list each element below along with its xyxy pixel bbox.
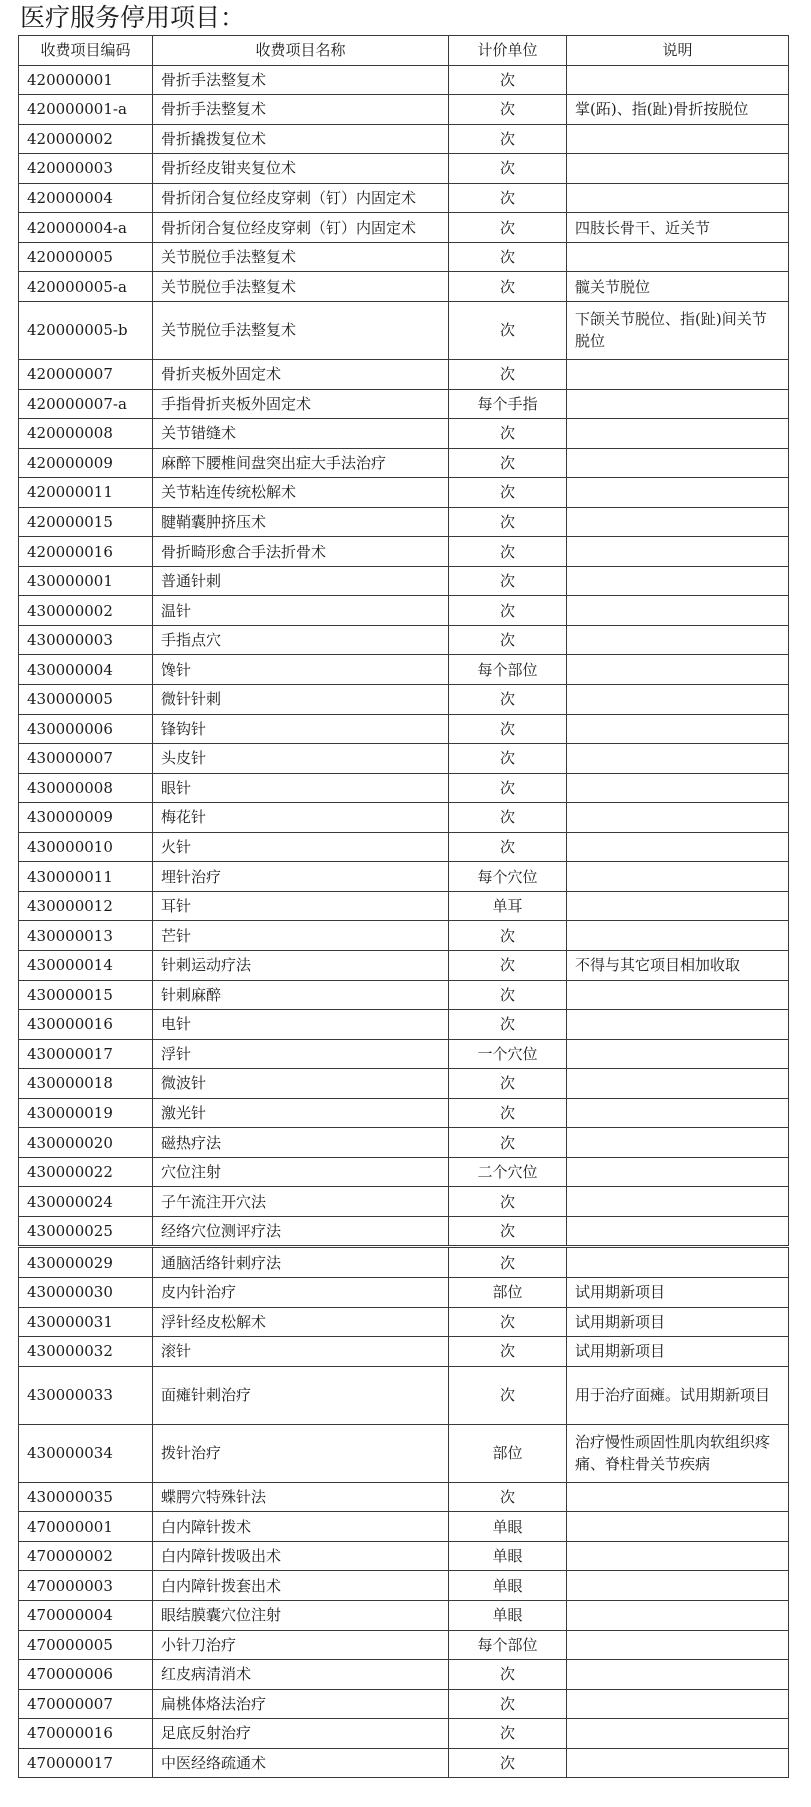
cell-name: 微波针 (153, 1069, 449, 1099)
cell-name: 子午流注开穴法 (153, 1187, 449, 1217)
cell-unit: 次 (449, 537, 567, 567)
cell-name: 锋钩针 (153, 714, 449, 744)
cell-note (567, 1010, 789, 1040)
cell-unit: 单耳 (449, 891, 567, 921)
cell-unit: 次 (449, 714, 567, 744)
cell-unit: 每个手指 (449, 389, 567, 419)
cell-name: 浮针经皮松解术 (153, 1307, 449, 1337)
cell-code: 470000002 (19, 1541, 153, 1571)
cell-note (567, 1512, 789, 1542)
cell-name: 白内障针拨吸出术 (153, 1541, 449, 1571)
cell-note (567, 389, 789, 419)
cell-note: 下颌关节脱位、指(趾)间关节脱位 (567, 301, 789, 359)
cell-code: 420000004-a (19, 213, 153, 243)
cell-note (567, 1216, 789, 1247)
cell-code: 430000022 (19, 1157, 153, 1187)
cell-note (567, 862, 789, 892)
table-row (19, 1039, 789, 1069)
cell-code: 420000007 (19, 360, 153, 390)
header-code: 收费项目编码 (19, 36, 153, 66)
cell-code: 430000012 (19, 891, 153, 921)
table-row (19, 1010, 789, 1040)
cell-code: 430000003 (19, 625, 153, 655)
cell-note (567, 891, 789, 921)
table-row (19, 1719, 789, 1749)
cell-code: 470000016 (19, 1719, 153, 1749)
cell-name: 头皮针 (153, 744, 449, 774)
cell-code: 430000014 (19, 950, 153, 980)
cell-code: 470000003 (19, 1571, 153, 1601)
table-row (19, 921, 789, 951)
cell-note (567, 566, 789, 596)
table-row (19, 1660, 789, 1690)
cell-code: 430000025 (19, 1216, 153, 1247)
cell-code: 430000002 (19, 596, 153, 626)
cell-code: 430000019 (19, 1098, 153, 1128)
cell-name: 磁热疗法 (153, 1128, 449, 1158)
cell-note (567, 1660, 789, 1690)
cell-note (567, 921, 789, 951)
cell-note (567, 448, 789, 478)
table-row (19, 507, 789, 537)
cell-name: 骨折闭合复位经皮穿刺（钉）内固定术 (153, 183, 449, 213)
table-row (19, 124, 789, 154)
cell-note: 用于治疗面瘫。试用期新项目 (567, 1366, 789, 1424)
cell-note (567, 242, 789, 272)
cell-unit: 次 (449, 566, 567, 596)
cell-note (567, 1157, 789, 1187)
cell-unit: 次 (449, 272, 567, 302)
cell-name: 关节脱位手法整复术 (153, 301, 449, 359)
cell-note (567, 803, 789, 833)
table-row (19, 419, 789, 449)
cell-code: 430000031 (19, 1307, 153, 1337)
cell-unit: 次 (449, 360, 567, 390)
cell-code: 430000006 (19, 714, 153, 744)
table-row (19, 714, 789, 744)
cell-name: 耳针 (153, 891, 449, 921)
cell-name: 骨折手法整复术 (153, 65, 449, 95)
cell-unit: 次 (449, 1337, 567, 1367)
table-row (19, 566, 789, 596)
cell-code: 430000016 (19, 1010, 153, 1040)
cell-unit: 次 (449, 596, 567, 626)
cell-name: 关节脱位手法整复术 (153, 272, 449, 302)
cell-name: 穴位注射 (153, 1157, 449, 1187)
cell-note (567, 1541, 789, 1571)
table-row (19, 1366, 789, 1424)
cell-unit: 次 (449, 1366, 567, 1424)
table-row (19, 448, 789, 478)
cell-name: 扁桃体烙法治疗 (153, 1689, 449, 1719)
cell-code: 430000005 (19, 685, 153, 715)
cell-unit: 次 (449, 685, 567, 715)
cell-note (567, 537, 789, 567)
table-row (19, 1337, 789, 1367)
cell-note (567, 1039, 789, 1069)
table-body (19, 65, 789, 1778)
cell-note (567, 714, 789, 744)
cell-unit: 单眼 (449, 1541, 567, 1571)
cell-name: 骨折手法整复术 (153, 95, 449, 125)
cell-unit: 次 (449, 507, 567, 537)
table-row (19, 537, 789, 567)
table-row (19, 1482, 789, 1512)
cell-unit: 次 (449, 183, 567, 213)
cell-note: 四肢长骨干、近关节 (567, 213, 789, 243)
cell-note: 治疗慢性顽固性肌肉软组织疼痛、脊柱骨关节疾病 (567, 1424, 789, 1482)
cell-unit: 单眼 (449, 1600, 567, 1630)
table-row (19, 862, 789, 892)
table-row (19, 1247, 789, 1278)
cell-code: 420000005 (19, 242, 153, 272)
cell-code: 420000001 (19, 65, 153, 95)
cell-unit: 每个部位 (449, 1630, 567, 1660)
cell-name: 麻醉下腰椎间盘突出症大手法治疗 (153, 448, 449, 478)
cell-name: 拨针治疗 (153, 1424, 449, 1482)
cell-unit: 次 (449, 478, 567, 508)
table-row (19, 655, 789, 685)
table-row (19, 1098, 789, 1128)
cell-code: 430000015 (19, 980, 153, 1010)
cell-unit: 次 (449, 1748, 567, 1778)
cell-code: 430000013 (19, 921, 153, 951)
cell-note (567, 1128, 789, 1158)
cell-note (567, 1689, 789, 1719)
table-row (19, 685, 789, 715)
cell-note (567, 832, 789, 862)
cell-code: 430000001 (19, 566, 153, 596)
cell-code: 420000016 (19, 537, 153, 567)
cell-code: 430000010 (19, 832, 153, 862)
cell-name: 白内障针拨术 (153, 1512, 449, 1542)
table-row (19, 1187, 789, 1217)
cell-unit: 一个穴位 (449, 1039, 567, 1069)
cell-unit: 次 (449, 1069, 567, 1099)
table-row (19, 1069, 789, 1099)
cell-code: 470000006 (19, 1660, 153, 1690)
cell-note: 试用期新项目 (567, 1277, 789, 1307)
cell-unit: 单眼 (449, 1512, 567, 1542)
cell-unit: 次 (449, 625, 567, 655)
cell-unit: 部位 (449, 1277, 567, 1307)
cell-code: 430000007 (19, 744, 153, 774)
table-row (19, 773, 789, 803)
cell-note (567, 980, 789, 1010)
table-row (19, 360, 789, 390)
cell-code: 470000007 (19, 1689, 153, 1719)
cell-code: 420000002 (19, 124, 153, 154)
cell-name: 激光针 (153, 1098, 449, 1128)
cell-note: 掌(跖)、指(趾)骨折按脱位 (567, 95, 789, 125)
cell-code: 420000005-a (19, 272, 153, 302)
cell-name: 经络穴位测评疗法 (153, 1216, 449, 1247)
cell-unit: 次 (449, 921, 567, 951)
cell-code: 420000001-a (19, 95, 153, 125)
cell-unit: 次 (449, 1010, 567, 1040)
cell-note (567, 744, 789, 774)
cell-name: 浮针 (153, 1039, 449, 1069)
cell-unit: 次 (449, 1689, 567, 1719)
table-row (19, 213, 789, 243)
cell-unit: 次 (449, 1719, 567, 1749)
cell-note (567, 1098, 789, 1128)
header-unit: 计价单位 (449, 36, 567, 66)
cell-note (567, 1630, 789, 1660)
table-row (19, 95, 789, 125)
cell-name: 骨折夹板外固定术 (153, 360, 449, 390)
cell-code: 420000009 (19, 448, 153, 478)
table-row (19, 242, 789, 272)
table-row (19, 301, 789, 359)
table-row (19, 1600, 789, 1630)
cell-note: 试用期新项目 (567, 1337, 789, 1367)
table-row (19, 596, 789, 626)
cell-name: 眼针 (153, 773, 449, 803)
cell-note (567, 419, 789, 449)
cell-unit: 次 (449, 213, 567, 243)
page-title: 医疗服务停用项目： (20, 3, 246, 32)
cell-unit: 次 (449, 95, 567, 125)
cell-unit: 次 (449, 1307, 567, 1337)
cell-unit: 部位 (449, 1424, 567, 1482)
cell-code: 430000018 (19, 1069, 153, 1099)
cell-name: 骨折畸形愈合手法折骨术 (153, 537, 449, 567)
cell-name: 针刺运动疗法 (153, 950, 449, 980)
cell-code: 430000032 (19, 1337, 153, 1367)
cell-note (567, 1482, 789, 1512)
cell-code: 430000024 (19, 1187, 153, 1217)
cell-unit: 次 (449, 950, 567, 980)
cell-unit: 次 (449, 1216, 567, 1247)
table-row (19, 65, 789, 95)
cell-code: 420000007-a (19, 389, 153, 419)
cell-note (567, 685, 789, 715)
cell-name: 电针 (153, 1010, 449, 1040)
cell-unit: 次 (449, 773, 567, 803)
cell-note (567, 124, 789, 154)
cell-name: 馋针 (153, 655, 449, 685)
cell-name: 关节粘连传统松解术 (153, 478, 449, 508)
cell-note (567, 507, 789, 537)
cell-note (567, 478, 789, 508)
cell-unit: 次 (449, 1098, 567, 1128)
table-row (19, 803, 789, 833)
cell-name: 眼结膜囊穴位注射 (153, 1600, 449, 1630)
cell-unit: 二个穴位 (449, 1157, 567, 1187)
table-row (19, 980, 789, 1010)
table-row (19, 1157, 789, 1187)
cell-name: 火针 (153, 832, 449, 862)
cell-code: 430000004 (19, 655, 153, 685)
cell-name: 关节错缝术 (153, 419, 449, 449)
cell-name: 滚针 (153, 1337, 449, 1367)
cell-code: 430000030 (19, 1277, 153, 1307)
header-note: 说明 (567, 36, 789, 66)
cell-note (567, 360, 789, 390)
cell-code: 430000009 (19, 803, 153, 833)
table-row (19, 950, 789, 980)
cell-name: 针刺麻醉 (153, 980, 449, 1010)
cell-unit: 次 (449, 803, 567, 833)
cell-name: 手指点穴 (153, 625, 449, 655)
table-row (19, 389, 789, 419)
cell-name: 梅花针 (153, 803, 449, 833)
cell-code: 470000001 (19, 1512, 153, 1542)
cell-code: 420000004 (19, 183, 153, 213)
cell-name: 腱鞘囊肿挤压术 (153, 507, 449, 537)
cell-unit: 次 (449, 980, 567, 1010)
cell-name: 手指骨折夹板外固定术 (153, 389, 449, 419)
cell-name: 温针 (153, 596, 449, 626)
table-row (19, 1307, 789, 1337)
cell-unit: 次 (449, 242, 567, 272)
cell-name: 骨折经皮钳夹复位术 (153, 154, 449, 184)
cell-code: 420000003 (19, 154, 153, 184)
table-row (19, 1277, 789, 1307)
cell-code: 420000011 (19, 478, 153, 508)
cell-name: 中医经络疏通术 (153, 1748, 449, 1778)
cell-code: 430000034 (19, 1424, 153, 1482)
cell-code: 430000020 (19, 1128, 153, 1158)
cell-note (567, 183, 789, 213)
table-row (19, 272, 789, 302)
cell-name: 普通针刺 (153, 566, 449, 596)
cell-unit: 次 (449, 65, 567, 95)
table-row (19, 891, 789, 921)
cell-code: 430000008 (19, 773, 153, 803)
cell-name: 足底反射治疗 (153, 1719, 449, 1749)
cell-unit: 次 (449, 1660, 567, 1690)
cell-name: 小针刀治疗 (153, 1630, 449, 1660)
table-row (19, 1512, 789, 1542)
cell-note: 不得与其它项目相加收取 (567, 950, 789, 980)
cell-unit: 每个穴位 (449, 862, 567, 892)
cell-note (567, 773, 789, 803)
table-row (19, 832, 789, 862)
cell-unit: 次 (449, 1482, 567, 1512)
cell-name: 白内障针拨套出术 (153, 1571, 449, 1601)
cell-code: 420000008 (19, 419, 153, 449)
table-row (19, 625, 789, 655)
cell-note (567, 1187, 789, 1217)
cell-note (567, 655, 789, 685)
cell-unit: 次 (449, 832, 567, 862)
cell-unit: 次 (449, 301, 567, 359)
cell-note (567, 65, 789, 95)
cell-name: 红皮病清消术 (153, 1660, 449, 1690)
cell-name: 芒针 (153, 921, 449, 951)
cell-name: 蝶腭穴特殊针法 (153, 1482, 449, 1512)
cell-unit: 次 (449, 1128, 567, 1158)
cell-name: 面瘫针刺治疗 (153, 1366, 449, 1424)
cell-note (567, 1571, 789, 1601)
cell-unit: 次 (449, 1187, 567, 1217)
table-row (19, 1216, 789, 1247)
table-row (19, 1748, 789, 1778)
cell-name: 骨折撬拨复位术 (153, 124, 449, 154)
cell-note (567, 1600, 789, 1630)
cell-name: 埋针治疗 (153, 862, 449, 892)
cell-unit: 单眼 (449, 1571, 567, 1601)
cell-unit: 次 (449, 1247, 567, 1278)
table-row (19, 183, 789, 213)
cell-note (567, 1069, 789, 1099)
table-row (19, 1689, 789, 1719)
table-row (19, 1424, 789, 1482)
cell-unit: 每个部位 (449, 655, 567, 685)
cell-name: 通脑活络针刺疗法 (153, 1247, 449, 1278)
cell-code: 420000015 (19, 507, 153, 537)
table-row (19, 1630, 789, 1660)
table-header-row (19, 36, 789, 66)
cell-unit: 次 (449, 124, 567, 154)
cell-name: 骨折闭合复位经皮穿刺（钉）内固定术 (153, 213, 449, 243)
cell-name: 关节脱位手法整复术 (153, 242, 449, 272)
cell-unit: 次 (449, 744, 567, 774)
table-row (19, 154, 789, 184)
cell-unit: 次 (449, 154, 567, 184)
cell-unit: 次 (449, 419, 567, 449)
cell-code: 430000035 (19, 1482, 153, 1512)
cell-note: 髋关节脱位 (567, 272, 789, 302)
cell-note (567, 1748, 789, 1778)
table-row (19, 1541, 789, 1571)
cell-code: 430000011 (19, 862, 153, 892)
cell-note (567, 625, 789, 655)
table-row (19, 1128, 789, 1158)
cell-note (567, 1247, 789, 1278)
fee-items-table (18, 35, 789, 1778)
cell-name: 微针针刺 (153, 685, 449, 715)
cell-note (567, 596, 789, 626)
table-row (19, 744, 789, 774)
table-row (19, 478, 789, 508)
cell-note: 试用期新项目 (567, 1307, 789, 1337)
cell-unit: 次 (449, 448, 567, 478)
header-name: 收费项目名称 (153, 36, 449, 66)
cell-code: 420000005-b (19, 301, 153, 359)
table-row (19, 1571, 789, 1601)
cell-note (567, 1719, 789, 1749)
cell-code: 470000005 (19, 1630, 153, 1660)
cell-code: 430000029 (19, 1247, 153, 1278)
cell-note (567, 154, 789, 184)
cell-name: 皮内针治疗 (153, 1277, 449, 1307)
cell-code: 470000017 (19, 1748, 153, 1778)
cell-code: 470000004 (19, 1600, 153, 1630)
cell-code: 430000033 (19, 1366, 153, 1424)
cell-code: 430000017 (19, 1039, 153, 1069)
